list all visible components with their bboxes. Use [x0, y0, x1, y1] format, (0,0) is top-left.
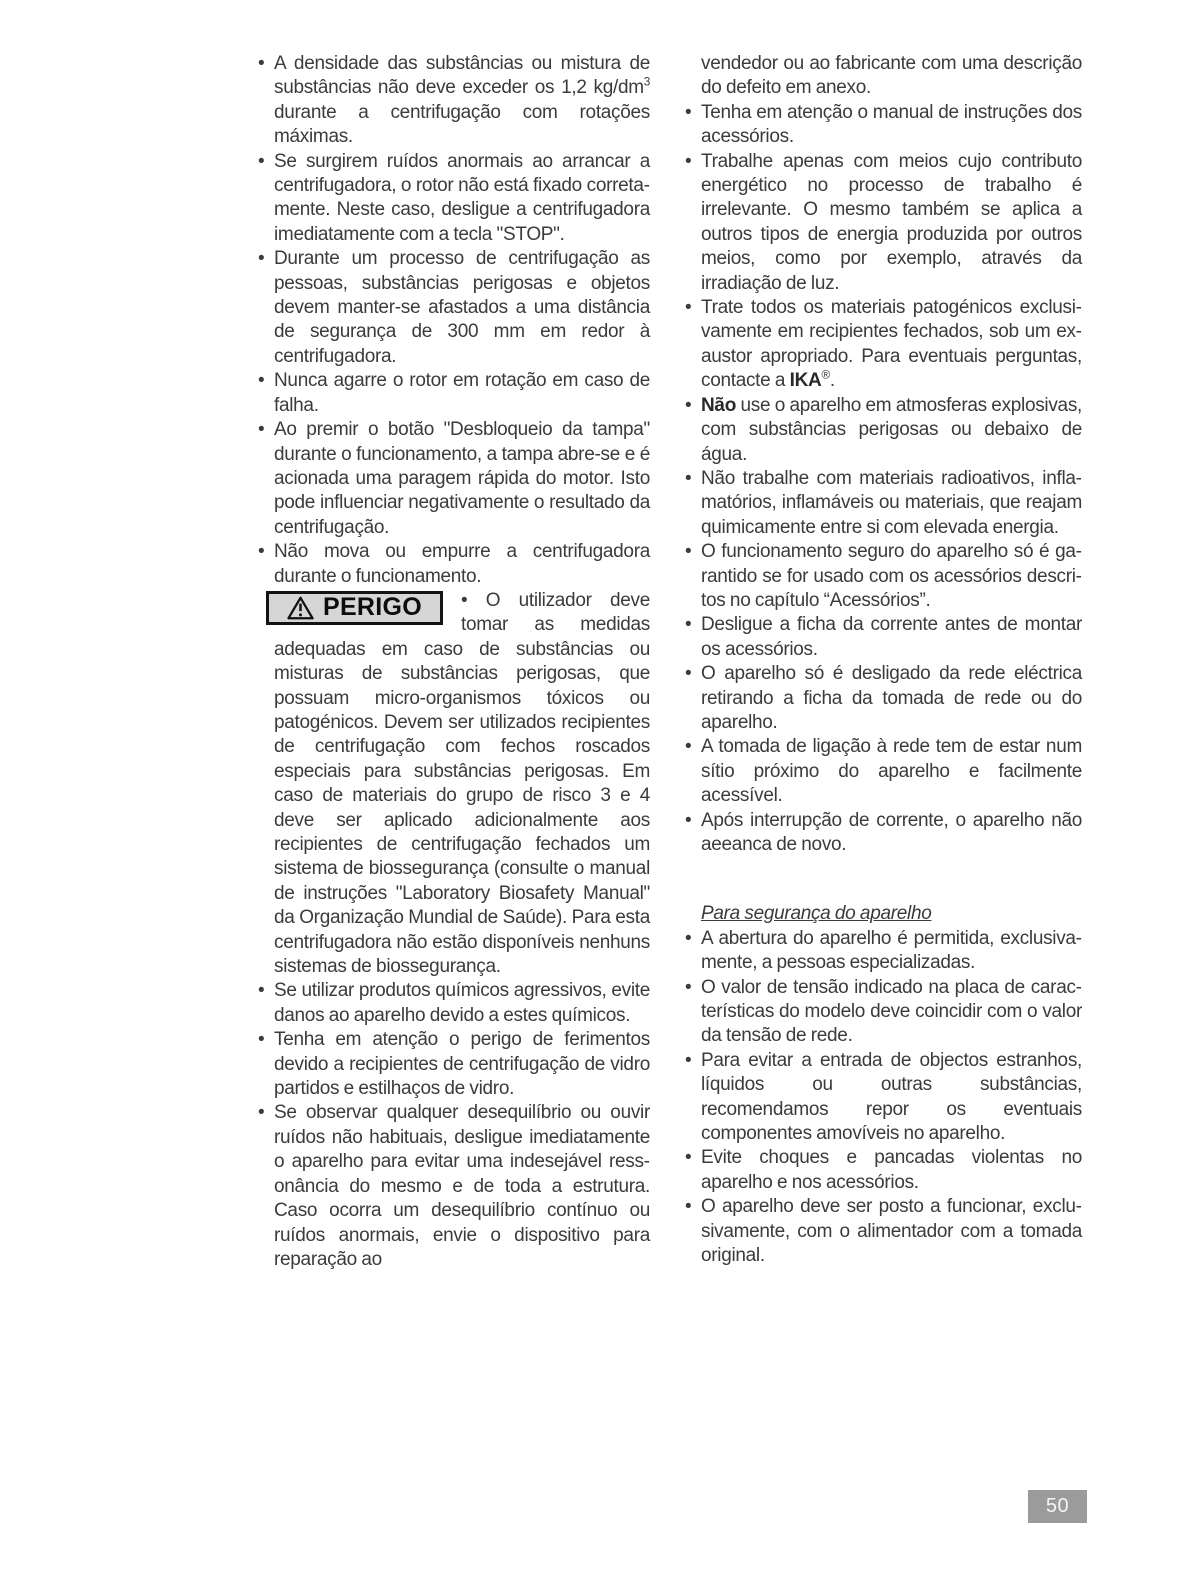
bullet-item — [258, 540, 650, 589]
bullet-text: Durante um processo de centrifugação as pessoas, substâncias perigosas e objetos devem manter-se afastados a uma distância de segurança de 300 mm em redor à centrifugadora. — [274, 248, 650, 367]
bullet-text: Não mova ou empurre a centrifugadora durante o funcionamento. — [274, 541, 650, 587]
bullet-item — [685, 101, 1082, 150]
bullet-text: Após interrupção de corrente, o aparelho não aeeanca de novo. — [701, 809, 1082, 855]
right-column — [685, 52, 1082, 1269]
bullet-text: Trabalhe apenas com meios cujo contributo energético no processo de trabalho é irrelevante. O mesmo também se aplica a outros tipos de energia produzida por outros meios, como por exemplo, através da irradiação de luz. — [701, 150, 1082, 294]
bullet-text: Tenha em atenção o manual de instruções dos acessórios. — [701, 101, 1082, 148]
bullet-marker: • — [258, 1029, 265, 1051]
bullet-marker: • — [685, 1049, 692, 1071]
bullet-text: Não use o aparelho em atmosferas explosivas, com substâncias perigosas ou debaixo de água. — [701, 394, 1082, 465]
bullet-item — [258, 52, 650, 150]
bullet-item — [685, 540, 1082, 613]
bullet-item — [258, 418, 650, 540]
bullet-item — [258, 979, 650, 1028]
continuation-text: vendedor ou ao fabricante com uma descrição do defeito em anexo. — [701, 53, 1082, 99]
bullet-item — [258, 369, 650, 418]
bullet-item — [258, 247, 650, 369]
bullet-text: Se utilizar produtos químicos agressivos, evite danos ao aparelho devido a estes químicos. — [274, 980, 650, 1026]
bullet-text: O funcionamento seguro do aparelho só é garantido se for usado com os acessórios descritos no capítulo “Acessórios”. — [701, 541, 1082, 611]
bullet-text: Tenha em atenção o perigo de ferimentos devido a recipientes de centrifugação de vidro partidos e estilhaços de vidro. — [274, 1029, 650, 1100]
bullet-marker: • — [685, 297, 692, 319]
bullet-item — [685, 1049, 1082, 1147]
bullet-marker: • — [685, 663, 692, 685]
bullet-marker: • — [685, 467, 692, 489]
bullet-item — [258, 1028, 650, 1101]
bullet-marker: • — [685, 809, 692, 831]
bullet-text: Trate todos os materiais patogénicos exclusivamente em recipientes fechados, sob um exaustor apropriado. Para eventuais perguntas, contacte a IKA®. — [701, 297, 1082, 392]
bullet-text: O aparelho só é desligado da rede eléctrica retirando a ficha da tomada de rede ou do aparelho. — [701, 663, 1082, 733]
bullet-text: Se surgirem ruídos anormais ao arrancar a centrifugadora, o rotor não está fixado corretamente. Neste caso, desligue a centrifugadora imediatamente com a tecla "STOP". — [274, 150, 650, 245]
bullet-item — [258, 1101, 650, 1272]
danger-sign — [266, 591, 443, 625]
bullet-text: Para evitar a entrada de objectos estranhos, líquidos ou outras substâncias, recomendamos repor os eventuais componentes amovíveis no aparelho. — [701, 1049, 1082, 1145]
bullet-marker: • — [258, 541, 265, 563]
bullet-item — [685, 927, 1082, 976]
bullet-item — [685, 1146, 1082, 1195]
bullet-item — [685, 976, 1082, 1049]
bullet-item — [685, 467, 1082, 540]
bullet-marker: • — [685, 614, 692, 636]
bullet-marker: • — [258, 150, 265, 172]
bullet-item — [685, 1195, 1082, 1268]
bullet-item — [685, 662, 1082, 735]
bullet-text: Nunca agarre o rotor em rotação em caso de falha. — [274, 370, 650, 416]
bullet-marker: • — [685, 150, 692, 172]
bullet-text: Não trabalhe com materiais radioativos, inflamatórios, inflamáveis ou materiais, que reajam quimicamente entre si com elevada energia. — [701, 467, 1082, 538]
bullet-marker: • — [685, 927, 692, 949]
bullet-item — [685, 809, 1082, 858]
page-number-badge — [1028, 1490, 1087, 1523]
warning-triangle-icon — [287, 596, 314, 620]
bullet-text: Ao premir o botão "Desbloqueio da tampa" durante o funcionamento, a tampa abre-se e é acionada uma paragem rápida do motor. Isto pode influenciar negativamente o resultado da centrifugação. — [274, 419, 650, 538]
bullet-marker: • — [258, 419, 265, 441]
left-column — [258, 52, 650, 1272]
bullet-marker: • — [258, 53, 265, 74]
bullet-text: Se observar qualquer desequilíbrio ou ouvir ruídos não habituais, desligue imediatamente o aparelho para evitar uma indesejável ressonância do mesmo e de toda a estrutura. Caso ocorra um desequilíbrio contínuo ou ruídos anormais, envie o dispositivo para reparação ao — [274, 1102, 650, 1270]
bullet-item — [685, 735, 1082, 808]
bullet-marker: • — [685, 1147, 692, 1169]
bullet-text: Desligue a ficha da corrente antes de montar os acessórios. — [701, 614, 1082, 660]
danger-item — [258, 589, 650, 980]
bullet-marker: • — [685, 541, 692, 563]
bullet-text: A abertura do aparelho é permitida, exclusivamente, a pessoas especializadas. — [701, 927, 1082, 974]
bullet-item — [685, 394, 1082, 467]
bullet-marker: • — [685, 1196, 692, 1218]
bullet-item — [685, 150, 1082, 296]
bullet-item — [685, 613, 1082, 662]
bullet-item — [258, 150, 650, 248]
bullet-text: • O utilizador deve tomar as medidas adequadas em caso de substâncias ou misturas de substâncias perigosas, que possuam micro-organismos tóxicos ou patogénicos. Devem ser utilizados recipientes de centrifugação com fechos roscados especiais para substâncias perigosas. Em caso de materiais do grupo de risco 3 e 4 deve ser aplicado adicionalmente aos recipientes de centrifugação fechados um sistema de biossegurança (consulte o manual de instruções "Laboratory Biosafety Manual" da Organização Mundial de Saúde). Para esta centrifugadora não estão disponíveis nenhuns sistemas de biossegurança. — [274, 589, 650, 978]
section-heading: Para segurança do aparelho — [701, 903, 932, 925]
bullet-marker: • — [258, 980, 265, 1002]
bullet-marker: • — [685, 101, 692, 123]
bullet-text: O valor de tensão indicado na placa de características do modelo deve coincidir com o valor da tensão de rede. — [701, 976, 1082, 1047]
bullet-marker: • — [685, 976, 692, 998]
page-number: 50 — [1045, 1495, 1070, 1517]
danger-label: PERIGO — [322, 593, 423, 622]
bullet-text: A tomada de ligação à rede tem de estar num sítio próximo do aparelho e facilmente acessível. — [701, 736, 1082, 807]
bullet-text: Evite choques e pancadas violentas no aparelho e nos acessórios. — [701, 1147, 1082, 1193]
bullet-marker: • — [258, 1102, 265, 1124]
bullet-marker: • — [685, 394, 692, 416]
bullet-marker: • — [258, 248, 265, 270]
bullet-text: O aparelho deve ser posto a funcionar, exclusivamente, com o alimentador com a tomada original. — [701, 1196, 1082, 1267]
bullet-text: A densidade das substâncias ou mistura de substâncias não deve exceder os 1,2 $kg/dm^3$ durante a centrifugação com rotações máximas. — [274, 53, 650, 148]
bullet-marker: • — [258, 370, 265, 392]
bullet-item — [685, 296, 1082, 394]
bullet-marker: • — [685, 736, 692, 758]
